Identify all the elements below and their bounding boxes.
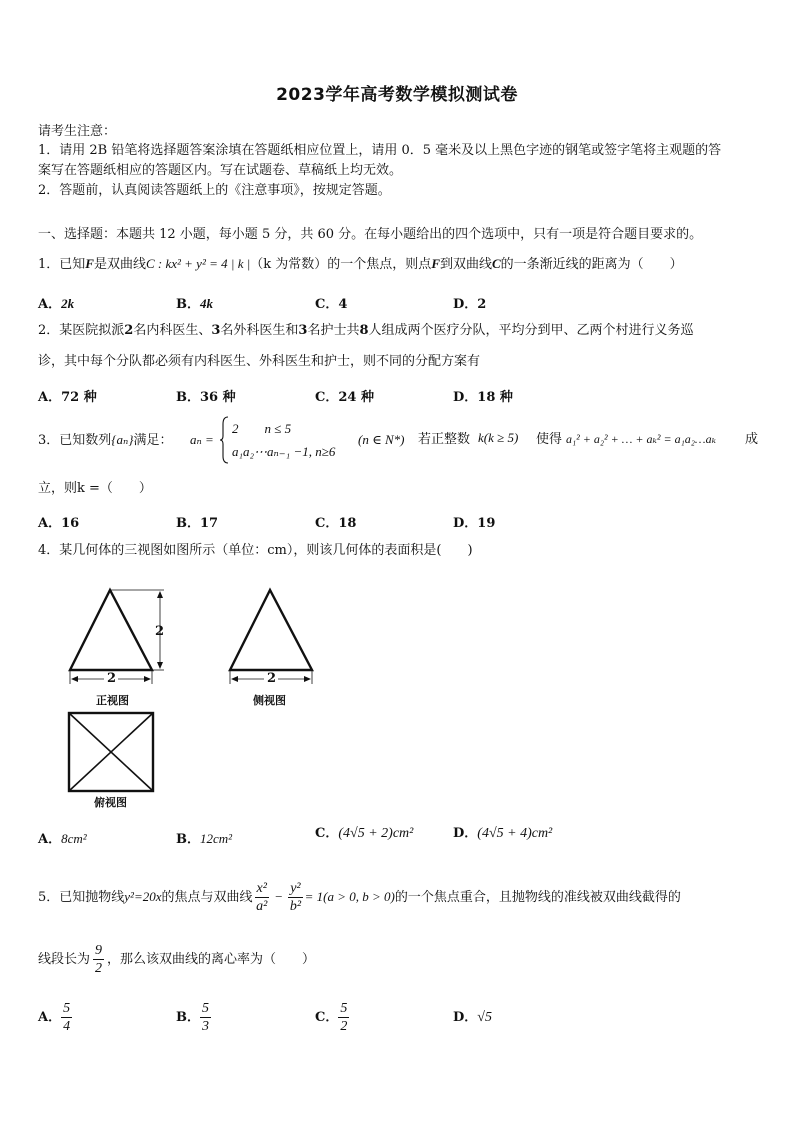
q4-option-b[interactable]: B．12cm²	[176, 831, 233, 847]
notice-line-2: 案写在答题纸相应的答题区内。写在试题卷、草稿纸上均无效。	[38, 163, 403, 178]
q1-curve-c: C	[492, 256, 501, 271]
front-view-label: 正视图	[96, 694, 129, 707]
q1-tail: 的一条渐近线的距离为（ ）	[500, 257, 683, 272]
question-4: 4．某几何体的三视图如图所示（单位：cm），则该几何体的表面积是( )	[38, 543, 473, 558]
q1-option-d[interactable]: D．2	[453, 297, 487, 312]
q1-option-c[interactable]: C．4	[315, 297, 348, 312]
q1-point-f: F	[85, 256, 94, 271]
top-view-label: 俯视图	[94, 796, 127, 809]
q5-option-b[interactable]: B． $\frac{5}{3}$	[176, 1001, 209, 1034]
q1-prefix: 1．已知	[38, 257, 86, 272]
frac-x2-a2: $\frac{\text{x²}}{\text{a²}}$	[256, 881, 268, 914]
q1-paren: （k 为常数）的一个焦点，则点	[250, 257, 432, 272]
q1-option-a[interactable]: A．2k	[38, 296, 75, 312]
q2-option-d[interactable]: D．18 种	[453, 390, 513, 405]
side-view-figure	[218, 585, 328, 685]
q1-mid1: 是双曲线	[93, 257, 146, 272]
q2-option-a[interactable]: A．72 种	[38, 390, 97, 405]
question-5-line-2: 线段长为 $\frac{9}{2}$ ，那么该双曲线的离心率为（ ）	[38, 943, 316, 976]
q3-cond-1: 若正整数	[418, 432, 471, 447]
q3-option-d[interactable]: D．19	[453, 516, 496, 531]
q3-an-eq: aₙ =	[190, 432, 214, 447]
q3-cond-3: 使得	[536, 432, 563, 447]
q3-sequence: {aₙ}	[111, 432, 134, 447]
question-2-line-1: 2．某医院拟派2名内科医生、3名外科医生和3名护士共8人组成两个医疗分队，平均分到甲、乙两个村进行义务巡	[38, 323, 694, 338]
q3-option-c[interactable]: C．18	[315, 516, 357, 531]
q3-domain: (n ∈ N*)	[358, 432, 405, 447]
q1-formula: C : kx² + y² = 4 | k |	[145, 256, 251, 271]
q4-option-c[interactable]: C．(4√5 + 2)cm²	[315, 826, 414, 841]
dim-height-label: 2	[155, 624, 165, 639]
page-title: 2023学年高考数学模拟测试卷	[276, 85, 518, 105]
frac-y2-b2: $\frac{\text{y²}}{\text{b²}}$	[289, 881, 302, 914]
q1-option-b[interactable]: B．4k	[176, 296, 213, 312]
notice-heading: 请考生注意：	[38, 124, 117, 139]
question-1	[38, 256, 683, 273]
q3-tail: 成	[745, 432, 759, 447]
notice-line-1: 1．请用 2B 铅笔将选择题答案涂填在答题纸相应位置上，请用 0．5 毫米及以上黑色字迹的钢笔或签字笔将主观题的答	[38, 143, 722, 158]
notice-line-3: 2．答题前，认真阅读答题纸上的《注意事项》，按规定答题。	[38, 183, 391, 198]
q3-line-2: 立，则k =（ ）	[38, 481, 152, 496]
q1-mid2: 到双曲线	[439, 257, 492, 272]
q5-option-d[interactable]: D．√5	[453, 1010, 492, 1025]
q3-case-2: a₁a₂⋯aₙ₋₁ −1, n≥6	[232, 444, 336, 459]
q3-prefix: 3．已知数列{aₙ}满足：	[38, 432, 173, 448]
dim-width-side-label: 2	[267, 671, 277, 686]
q5-option-a[interactable]: A． $\frac{5}{4}$	[38, 1001, 71, 1034]
frac-segment-length: $\frac{9}{2}$	[95, 943, 103, 976]
q4-option-d[interactable]: D．(4√5 + 4)cm²	[453, 826, 553, 841]
q3-option-a[interactable]: A．16	[38, 516, 80, 531]
q4-option-a[interactable]: A．8cm²	[38, 831, 87, 847]
side-view-label: 侧视图	[253, 694, 286, 707]
q3-equation: a₁² + a₂² + … + aₖ² = a₁a₂…aₖ	[566, 432, 716, 446]
top-view-figure	[66, 710, 158, 796]
section-heading: 一、选择题：本题共 12 小题，每小题 5 分，共 60 分。在每小题给出的四个选项中，只有一项是符合题目要求的。	[38, 227, 703, 242]
q2-option-b[interactable]: B．36 种	[176, 390, 236, 405]
question-5-line-1: 5．已知抛物线y²=20x的焦点与双曲线 $\frac{\text{x²}}{\text{a²}}$ − $\frac{\text{y²}}{\text{b²}}$ = 1(a > 0, b > 0)的一个焦点重合，且抛物线的准线被双曲线截得的	[38, 881, 681, 914]
q1-point-f-2: F	[431, 256, 440, 271]
dim-width-front-label: 2	[107, 671, 117, 686]
q3-case-1: 2 n ≤ 5	[232, 421, 292, 436]
q3-option-b[interactable]: B．17	[176, 516, 219, 531]
q3-brace	[220, 416, 230, 464]
q2-option-c[interactable]: C．24 种	[315, 390, 374, 405]
q3-cond-2: k(k ≥ 5)	[478, 430, 519, 445]
q5-option-c[interactable]: C． $\frac{5}{2}$	[315, 1001, 348, 1034]
question-2-line-2: 诊，其中每个分队都必须有内科医生、外科医生和护士，则不同的分配方案有	[38, 354, 481, 369]
